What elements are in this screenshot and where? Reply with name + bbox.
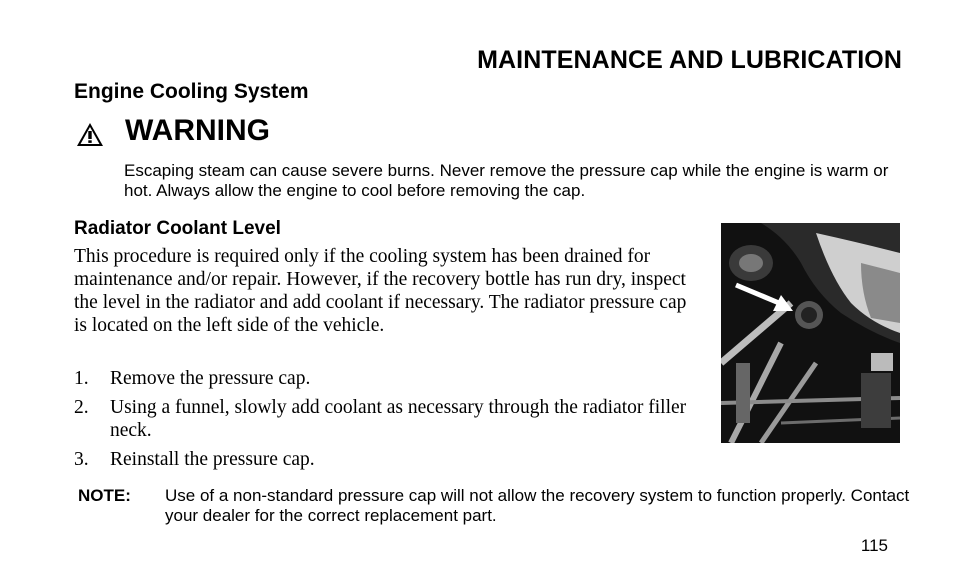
step-item: [74, 448, 694, 471]
step-item: [74, 396, 694, 442]
step-text: Using a funnel, slowly add coolant as necessary through the radiator filler neck.: [110, 397, 687, 441]
radiator-cap-photo: [721, 223, 900, 443]
radiator-paragraph: This procedure is required only if the cooling system has been drained for maintenance and/or repair. However, if the recovery bottle has run dry, inspect the level in the radiator and add coolant if necessary. The radiator pressure cap is located on the left side of the vehicle.: [74, 246, 687, 336]
radiator-cap-photo-illustration: [721, 223, 900, 443]
warning-text: Escaping steam can cause severe burns. Never remove the pressure cap while the engine is warm or hot. Always allow the engine to cool before removing the cap.: [124, 161, 889, 200]
step-item: [74, 367, 694, 390]
warning-title: WARNING: [125, 114, 270, 147]
section-title: MAINTENANCE AND LUBRICATION: [477, 46, 902, 74]
note-text: Use of a non-standard pressure cap will not allow the recovery system to function properly. Contact your dealer for the correct replacement part.: [165, 486, 910, 525]
step-text: Remove the pressure cap.: [110, 368, 311, 389]
step-number: 3.: [74, 449, 89, 470]
page-number: 115: [860, 536, 888, 555]
subsection-title: Engine Cooling System: [74, 80, 309, 103]
step-text: Reinstall the pressure cap.: [110, 449, 315, 470]
step-number: 1.: [74, 368, 89, 389]
procedure-steps: [74, 367, 694, 477]
warning-triangle-icon: [76, 122, 104, 147]
radiator-section-title: Radiator Coolant Level: [74, 218, 281, 239]
step-number: 2.: [74, 397, 89, 418]
note-label: NOTE:: [78, 486, 131, 505]
note-block: [78, 486, 918, 526]
